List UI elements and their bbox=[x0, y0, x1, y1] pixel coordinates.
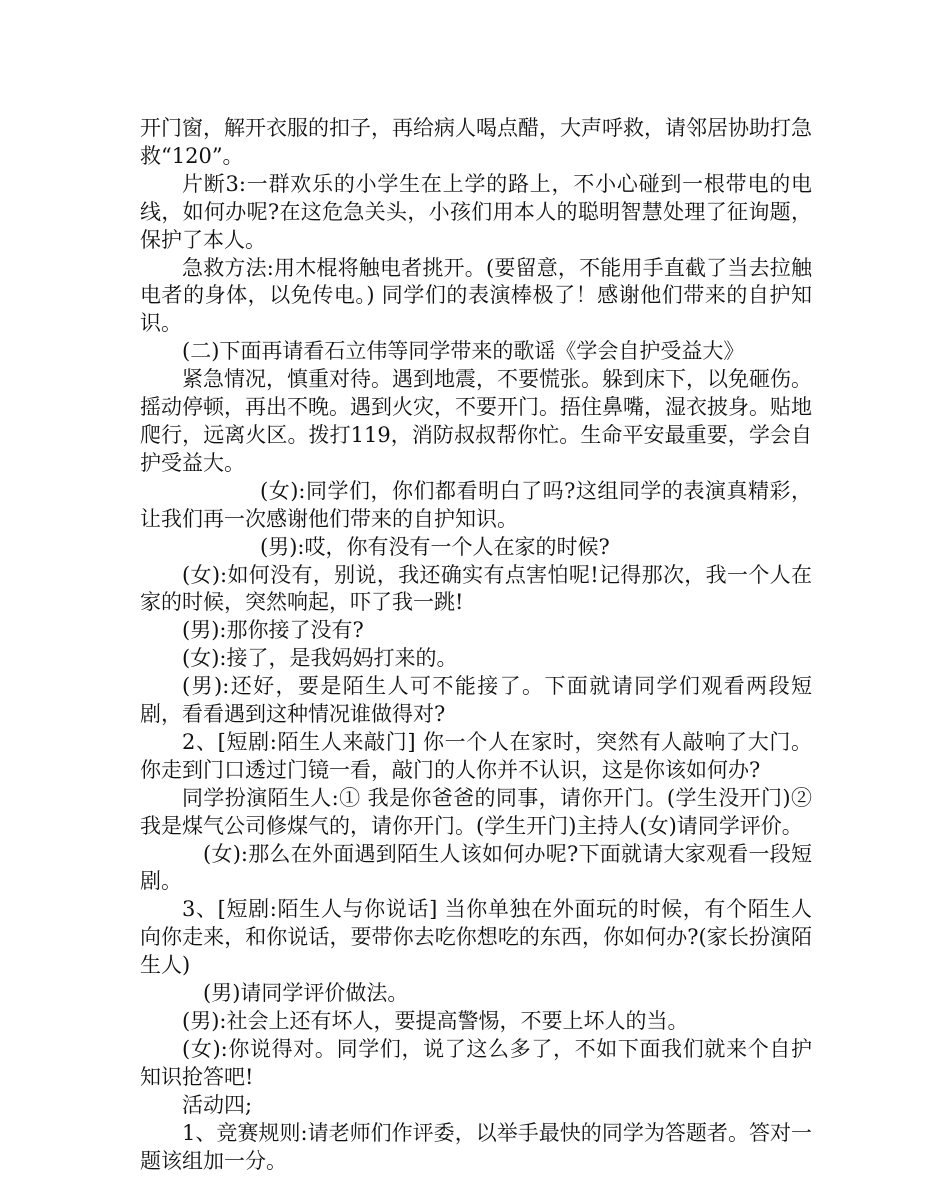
paragraph: 2、[短剧:陌生人来敲门] 你一个人在家时，突然有人敲响了大门。你走到门口透过门镜一看，敲门的人你并不认识，这是你该如何办? bbox=[140, 729, 812, 782]
paragraph: 1、竞赛规则:请老师们作评委，以举手最快的同学为答题者。答对一题该组加一分。 bbox=[140, 1120, 812, 1173]
paragraph: (男):社会上还有坏人，要提高警惕，不要上坏人的当。 bbox=[182, 1009, 689, 1033]
paragraph: (男):哎，你有没有一个人在家的时候? bbox=[260, 534, 610, 559]
paragraph: 同学扮演陌生人:① 我是你爸爸的同事，请你开门。(学生没开门)② 我是煤气公司修煤气的，请你开门。(学生开门)主持人(女)请同学评价。 bbox=[140, 785, 812, 838]
paragraph: 紧急情况，慎重对待。遇到地震，不要慌张。躲到床下，以免砸伤。摇动停顿，再出不晚。遇到火灾，不要开门。捂住鼻嘴，湿衣披身。贴地爬行，远离火区。拨打119，消防叔叔帮你忙。生命平安最重要，学会自护受益大。 bbox=[140, 367, 812, 475]
paragraph: (女):接了，是我妈妈打来的。 bbox=[182, 646, 458, 671]
paragraph: 急救方法:用木棍将触电者挑开。(要留意，不能用手直截了当去拉触电者的身体，以免传电。) 同学们的表演棒极了！感谢他们带来的自护知识。 bbox=[140, 255, 812, 336]
paragraph: 开门窗，解开衣服的扣子，再给病人喝点醋，大声呼救，请邻居协助打急救“120”。 bbox=[140, 116, 812, 168]
paragraph: 片断3:一群欢乐的小学生在上学的路上，不小心碰到一根带电的电线，如何办呢?在这危急关头，小孩们用本人的聪明智慧处理了征询题，保护了本人。 bbox=[140, 171, 812, 252]
paragraph: 活动四; bbox=[182, 1092, 253, 1117]
paragraph: 3、[短剧:陌生人与你说话] 当你单独在外面玩的时候，有个陌生人向你走来，和你说话，要带你去吃你想吃的东西，你如何办?(家长扮演陌生人) bbox=[140, 897, 812, 978]
paragraph: (二)下面再请看石立伟等同学带来的歌谣《学会自护受益大》 bbox=[182, 339, 745, 364]
document-body bbox=[140, 115, 812, 1175]
paragraph: (男)请同学评价做法。 bbox=[203, 981, 409, 1006]
paragraph: (女):如何没有，别说，我还确实有点害怕呢!记得那次，我一个人在家的时候，突然响起，吓了我一跳! bbox=[140, 562, 812, 615]
paragraph: (男):那你接了没有? bbox=[182, 618, 364, 643]
paragraph: (男):还好，要是陌生人可不能接了。下面就请同学们观看两段短剧，看看遇到这种情况谁做得对? bbox=[140, 674, 812, 727]
paragraph: (女):你说得对。同学们，说了这么多了，不如下面我们就来个自护知识抢答吧! bbox=[140, 1036, 812, 1089]
paragraph: (女):同学们，你们都看明白了吗?这组同学的表演真精彩，让我们再一次感谢他们带来的自护知识。 bbox=[140, 478, 812, 531]
paragraph: (女):那么在外面遇到陌生人该如何办呢?下面就请大家观看一段短剧。 bbox=[140, 841, 812, 894]
